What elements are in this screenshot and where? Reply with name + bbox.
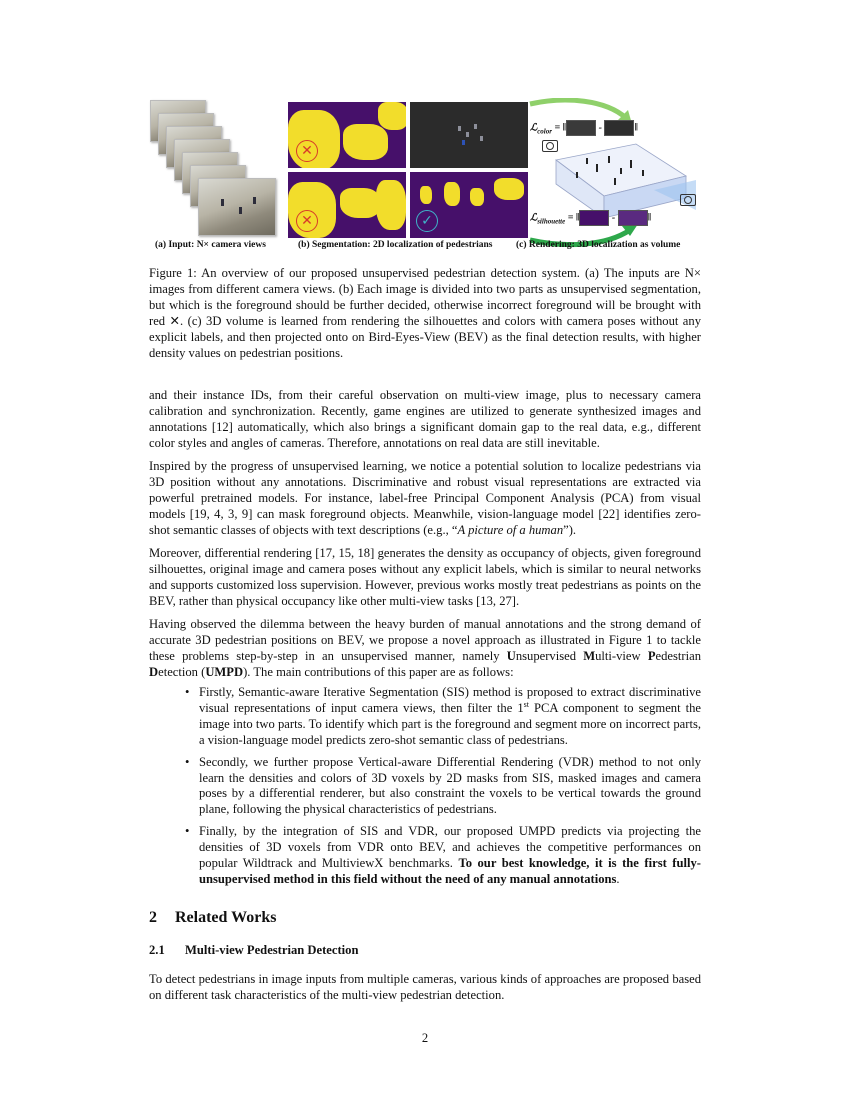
target-silhouette-thumbnail	[618, 210, 648, 226]
loss-symbol: ℒ	[530, 212, 538, 224]
subsection-title: Multi-view Pedestrian Detection	[185, 943, 359, 957]
subsection-number: 2.1	[149, 943, 165, 957]
acronym-letter: D	[149, 665, 159, 679]
bullet-marker: •	[185, 754, 190, 769]
bold-claim: To our best knowledge, it is the first fully-unsupervised method in this field without the need of any manual annotations	[199, 856, 701, 886]
acronym-letter: M	[583, 649, 596, 664]
wrong-mark-icon: ✕	[296, 140, 318, 162]
paragraph-text: nsupervised	[515, 649, 584, 664]
body-text	[149, 972, 701, 1011]
loss-subscript: silhouette	[537, 217, 566, 226]
contributions-list	[185, 685, 701, 894]
list-item	[185, 685, 701, 749]
segmentation-mask-wrong-bottom	[288, 172, 406, 238]
acronym-letter: P	[647, 649, 656, 664]
subsection-heading	[149, 943, 701, 959]
paragraph: and their instance IDs, from their careful observation on multi-view image, plus to necessary camera calibration and synchronization. Recently, game engines are utilized to generate synthesized images and annotations [12] automatically, which also brings a significant domain gap to the real data, e.g., different color styles and angles of cameras. Therefore, annotations on real data are still inevitable.	[149, 388, 701, 450]
superscript: st	[523, 699, 529, 709]
paragraph-text: etection (	[158, 665, 206, 679]
paragraph	[149, 459, 701, 539]
loss-symbol: ℒ	[530, 122, 538, 134]
bullet-marker: •	[185, 685, 190, 699]
list-item-text: PCA component to segment the image into two parts. To identify which part is the foreground and segment more on incorrect parts, a vision-language model predicts zero-shot semantic class of pedestrians.	[199, 700, 701, 747]
rendered-silhouette-thumbnail	[579, 210, 609, 226]
section-title: Related Works	[175, 909, 277, 926]
subfigure-caption-b: (b) Segmentation: 2D localization of pedestrians	[298, 240, 493, 250]
color-arrow	[530, 100, 626, 118]
paragraph	[149, 617, 701, 681]
paragraph: Moreover, differential rendering [17, 15, 18] generates the density as occupancy of objects, given foreground silhouettes, original image and camera poses without any explicit labels, which is similar to neural networks and supports customized loss supervision. However, previous works mostly treat pedestrians as points on the BEV, rather than physical occupancy like other multi-view tasks [13, 27].	[149, 546, 701, 608]
paragraph-text: ulti-view	[595, 649, 648, 664]
paragraph: To detect pedestrians in image inputs from multiple cameras, various kinds of approaches are proposed based on different task characteristics of the multi-view pedestrian detection.	[149, 972, 701, 1002]
paragraph-text: ). The main contributions of this paper are as follows:	[243, 665, 514, 679]
list-item-text: Secondly, we further propose Vertical-aware Differential Rendering (VDR) method to not only learn the densities and colors of 3D voxels by 2D masks from SIS, masked images and camera poses by a differential renderer, but also constraint the voxels to be vertical towards the ground plane, following the physical characteristics of pedestrians.	[199, 754, 701, 817]
method-abbreviation: UMPD	[205, 665, 244, 679]
caption-label: Figure 1:	[149, 266, 197, 280]
bullet-marker: •	[185, 824, 190, 839]
quoted-text: A picture of a human	[457, 522, 564, 537]
list-item-text: Finally, by the integration of SIS and VDR, our proposed UMPD predicts via projecting the densities of 3D voxels from VDR onto BEV, and achieves the competitive performances on popular Wildtrack and MultiviewX benchmarks.	[199, 824, 701, 871]
subfigure-caption-c: (c) Rendering: 3D localization as volume	[516, 240, 681, 250]
list-item-text: .	[616, 871, 620, 886]
page-number: 2	[421, 1031, 429, 1045]
section-heading	[149, 908, 701, 928]
list-item-text: Firstly, Semantic-aware Iterative Segmentation (SIS) method is proposed to extract discriminative visual representations of input camera views, then filter the 1	[199, 685, 701, 715]
camera-view-image	[198, 178, 276, 236]
paragraph-text: ”).	[563, 522, 577, 537]
camera-icon	[680, 194, 696, 206]
camera-icon	[542, 140, 558, 152]
color-loss-equation: ℒ$_{color}$ = ‖ - ‖	[530, 120, 638, 136]
silhouette-loss-equation: ℒ$_{silhouette}$ = ‖ - ‖	[530, 210, 651, 226]
paragraph-text: Having observed the dilemma between the heavy burden of manual annotations and the strong demand of accurate 3D pedestrian positions on BEV, we propose a novel approach as illustrated in Figure 1 to tackle these problems step-by-step in an unsupervised manner, namely	[149, 617, 701, 664]
body-text	[149, 388, 701, 688]
masked-image-top	[410, 102, 528, 168]
segmentation-mask-correct	[410, 172, 528, 238]
figure-1	[150, 98, 702, 258]
caption-text: An overview of our proposed unsupervised pedestrian detection system. (a) The inputs are N× images from different camera views. (b) Each image is divided into two parts as unsupervised segmentation, but which is the foreground should be further decided, otherwise incorrect foreground will be brought with red ✕. (c) 3D volume is learned from rendering the silhouettes and colors with camera poses without any explicit labels, and then projected onto on Bird-Eyes-View (BEV) as the final detection results, with higher density values on pedestrian positions.	[149, 266, 702, 360]
list-item	[185, 824, 701, 888]
loss-subscript: color	[537, 127, 552, 136]
correct-mark-icon: ✓	[416, 210, 438, 232]
segmentation-mask-wrong-top	[288, 102, 406, 168]
acronym-letter: U	[506, 649, 516, 664]
paragraph-text: Inspired by the progress of unsupervised learning, we notice a potential solution to localize pedestrians via 3D position without any annotations. Discriminative and robust visual representations are extracted via powerful pretrained models. For instance, label-free Principal Component Analysis (PCA) from visual models [19, 4, 3, 9] can mask foreground objects. Meanwhile, vision-language model [22] identifies zero-shot semantic classes of objects with text descriptions (e.g., “	[149, 459, 701, 537]
rendered-thumbnail	[566, 120, 596, 136]
list-item	[185, 755, 701, 819]
subfigure-caption-a: (a) Input: N× camera views	[155, 240, 266, 250]
paragraph-text: edestrian	[655, 649, 701, 664]
section-number: 2	[149, 909, 157, 926]
figure-caption	[149, 266, 701, 361]
target-thumbnail	[604, 120, 634, 136]
wrong-mark-icon: ✕	[296, 210, 318, 232]
